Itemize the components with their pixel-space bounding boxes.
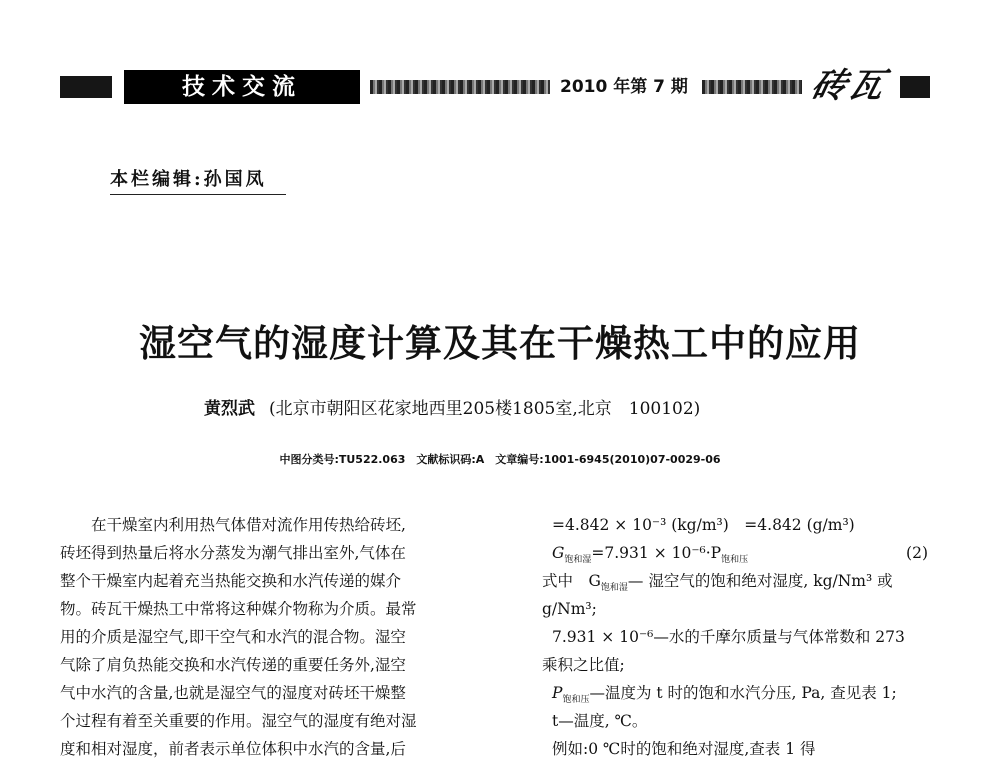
body-line: 度和相对湿度，前者表示单位体积中水汽的含量,后 bbox=[60, 740, 406, 758]
body-line: 在干燥室内利用热气体借对流作用传热给砖坯, bbox=[91, 516, 406, 534]
def-g-text: — 湿空气的饱和绝对湿度, kg/Nm³ 或 bbox=[627, 572, 893, 590]
body-line: 砖坯得到热量后将水分蒸发为潮气排出室外,气体在 bbox=[60, 544, 406, 562]
def-p-sub: 饱和压 bbox=[562, 695, 590, 706]
definition-constant-cont: 乘积之比值; bbox=[542, 656, 625, 674]
header-rule-mid bbox=[370, 80, 550, 94]
body-line: 物。砖瓦干燥热工中常将这种媒介物称为介质。最常 bbox=[60, 600, 417, 618]
equation-1-result: =4.842 × 10⁻³ (kg/m³) =4.842 (g/m³) bbox=[552, 516, 855, 534]
running-header bbox=[60, 66, 930, 106]
def-p-text: —温度为 t 时的饱和水汽分压, Pa, 查见表 1; bbox=[589, 684, 897, 702]
body-right-column bbox=[542, 511, 928, 763]
eq2-sub-g: 饱和湿 bbox=[564, 555, 592, 566]
column-editor: 本栏编辑:孙国凤 bbox=[110, 169, 267, 190]
eq2-symbol-g: G bbox=[552, 544, 565, 562]
example-line: 例如:0 ℃时的饱和绝对湿度,查表 1 得 bbox=[552, 740, 816, 758]
issue-label: 2010 年第 7 期 bbox=[560, 77, 688, 97]
definition-g-cont: g/Nm³; bbox=[542, 600, 597, 618]
definition-t: t—温度, ℃。 bbox=[552, 712, 648, 730]
equation-2 bbox=[542, 539, 928, 567]
definition-p bbox=[542, 679, 928, 707]
article-title: 湿空气的湿度计算及其在干燥热工中的应用 bbox=[139, 322, 861, 365]
def-g-sub: 饱和湿 bbox=[600, 583, 628, 594]
eq2-expression: =7.931 × 10⁻⁶·P bbox=[591, 544, 722, 562]
author-affiliation: (北京市朝阳区花家地西里205楼1805室,北京 100102) bbox=[269, 399, 701, 419]
header-rule-left bbox=[60, 76, 112, 98]
section-tag: 技术交流 bbox=[124, 70, 360, 104]
definition-g bbox=[542, 567, 928, 595]
definition-constant: 7.931 × 10⁻⁶—水的千摩尔质量与气体常数和 273 bbox=[552, 628, 905, 646]
author-name: 黄烈武 bbox=[204, 399, 255, 419]
author-line bbox=[204, 395, 700, 423]
body-line: 整个干燥室内起着充当热能交换和水汽传递的媒介 bbox=[60, 572, 402, 590]
journal-logo: 砖瓦 bbox=[807, 66, 891, 106]
def-p-symbol: P bbox=[552, 684, 563, 702]
header-rule-right bbox=[702, 80, 802, 94]
def-g-prefix: 式中 G bbox=[542, 572, 601, 590]
eq2-sub-p: 饱和压 bbox=[721, 555, 749, 566]
body-line: 个过程有着至关重要的作用。湿空气的湿度有绝对湿 bbox=[60, 712, 417, 730]
equation-number: (2) bbox=[906, 544, 928, 562]
body-line: 气中水汽的含量,也就是湿空气的湿度对砖坯干燥整 bbox=[60, 684, 406, 702]
header-rule-end bbox=[900, 76, 930, 98]
classification-line: 中图分类号:TU522.063 文献标识码:A 文章编号:1001-6945(2010)07-0029-06 bbox=[279, 453, 721, 466]
body-line: 气除了肩负热能交换和水汽传递的重要任务外,湿空 bbox=[60, 656, 406, 674]
editor-underline bbox=[110, 194, 286, 195]
body-line: 用的介质是湿空气,即干空气和水汽的混合物。湿空 bbox=[60, 628, 406, 646]
body-left-column bbox=[60, 511, 480, 763]
